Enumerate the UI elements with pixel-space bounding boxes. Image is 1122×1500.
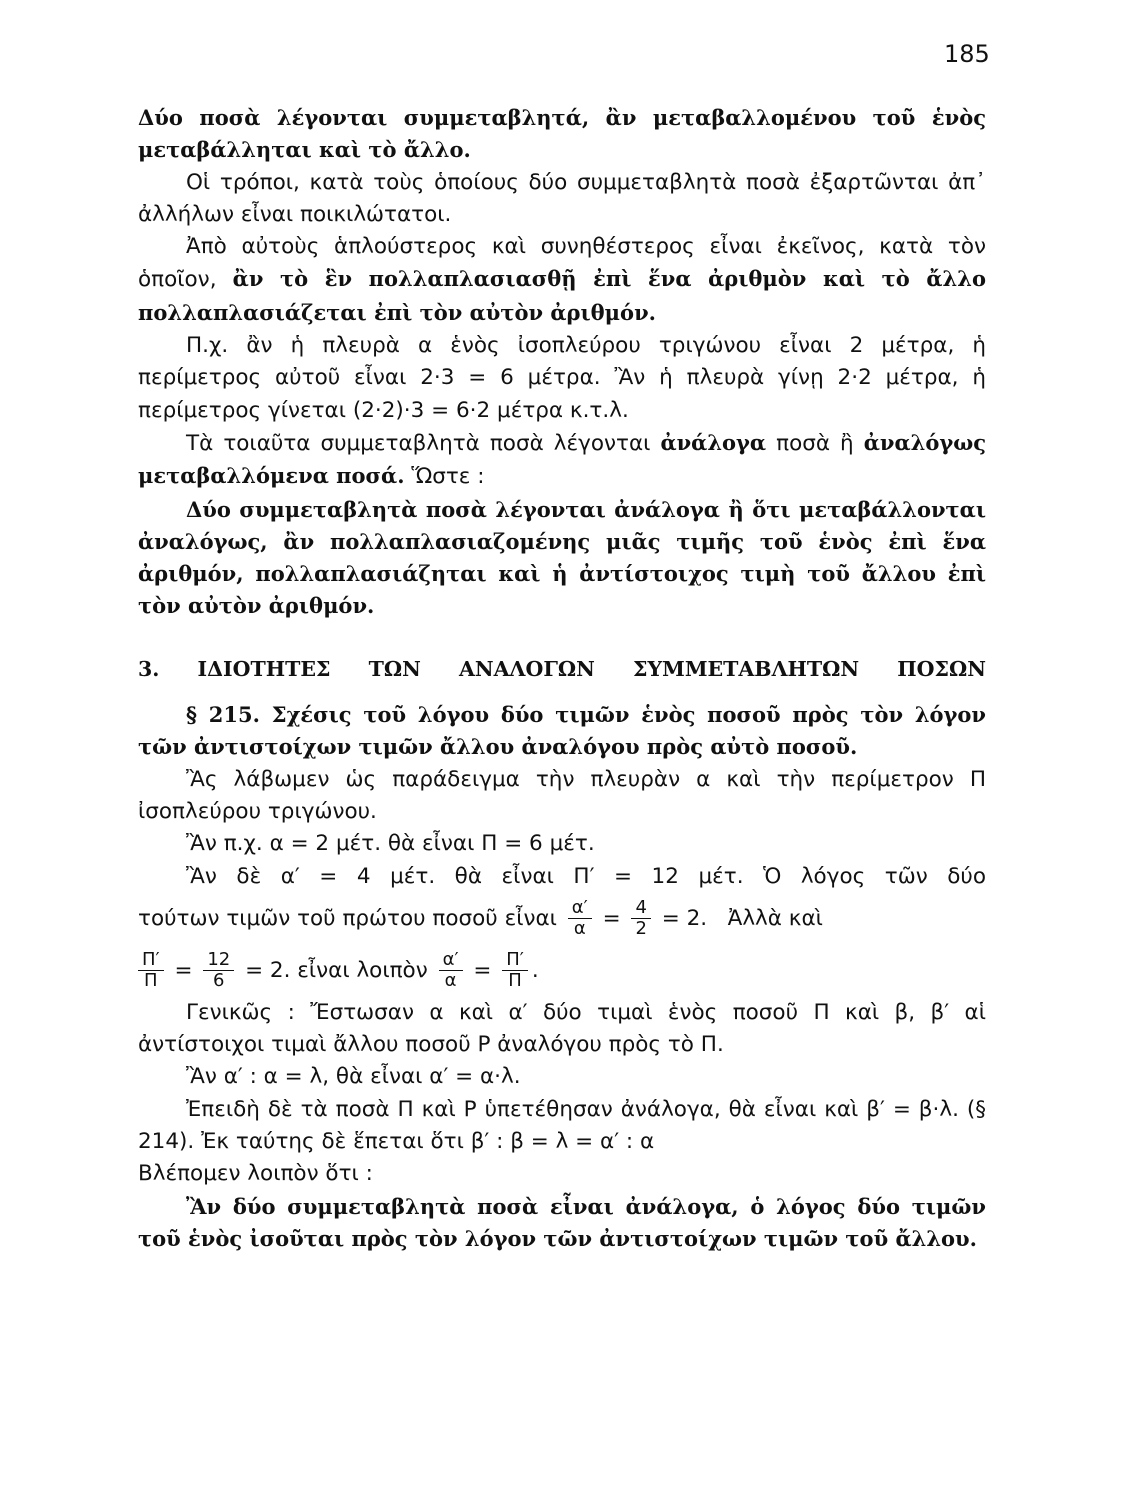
section-heading: 3. ΙΔΙΟΤΗΤΕΣ ΤΩΝ ΑΝΑΛΟΓΩΝ ΣΥΜΜΕΤΑΒΛΗΤΩΝ ΠΟΣΩΝ (138, 656, 986, 681)
bold-term: ἀναλόγως μεταβαλλόμενα ποσά. (138, 429, 986, 489)
paragraph: Ἐπειδὴ δὲ τὰ ποσὰ Π καὶ Ρ ὑπετέθησαν ἀνάλογα, θὰ εἶναι καὶ β′ = β·λ. (§ 214). Ἐκ ταύτης δὲ ἕπεται ὅτι β′ : β = λ = α′ : α (138, 1096, 986, 1155)
paragraph (138, 427, 986, 494)
equals: = (602, 905, 621, 931)
denominator: α (444, 970, 457, 992)
page-body (138, 102, 986, 1255)
numerator: Π′ (138, 950, 164, 971)
numerator: 12 (203, 950, 234, 971)
denominator: Π (508, 970, 522, 992)
text: τούτων τιμῶν τοῦ πρώτου ποσοῦ εἶναι (138, 905, 557, 931)
equals: = (174, 957, 193, 983)
numerator: 4 (631, 898, 650, 919)
fraction-line (138, 945, 986, 997)
paragraph: Ἂν α′ : α = λ, θὰ εἶναι α′ = α·λ. (186, 1064, 521, 1090)
fraction (439, 950, 463, 991)
denominator: 2 (635, 918, 647, 940)
numerator: α′ (568, 898, 592, 919)
paragraph: Γενικῶς : Ἔστωσαν α καὶ α′ δύο τιμαὶ ἑνὸς ποσοῦ Π καὶ β, β′ αἱ ἀντίστοιχοι τιμαὶ ἄλλου ποσοῦ Ρ ἀναλόγου πρὸς τὸ Π. (138, 999, 986, 1058)
fraction (502, 950, 528, 991)
text: = 2. (661, 905, 708, 931)
paragraph: Ἂς λάβωμεν ὡς παράδειγμα τὴν πλευρὰν α καὶ τὴν περίμετρον Π ἰσοπλεύρου τριγώνου. (138, 766, 986, 824)
paragraph: Ἂν δὲ α′ = 4 μέτ. θὰ εἶναι Π′ = 12 μέτ. Ὁ λόγος τῶν δύο (186, 863, 986, 889)
paragraph (138, 231, 986, 330)
paragraph-title: § 215. Σχέσις τοῦ λόγου δύο τιμῶν ἑνὸς ποσοῦ πρὸς τὸν λόγον τῶν ἀντιστοίχων τιμῶν ἄλλου ἀναλόγου πρὸς αὐτὸ ποσοῦ. (138, 702, 986, 760)
bold-text: ἂν τὸ ἓν πολλαπλασιασθῇ ἐπὶ ἕνα ἀριθμὸν καὶ τὸ ἄλλο πολλαπλασιάζεται ἐπὶ τὸν αὐτὸν ἀριθμόν. (138, 266, 986, 325)
paragraph: Ἂν π.χ. α = 2 μέτ. θὰ εἶναι Π = 6 μέτ. (186, 831, 595, 857)
equals: = (473, 957, 492, 983)
paragraph: Οἱ τρόποι, κατὰ τοὺς ὁποίους δύο συμμεταβλητὰ ποσὰ ἐξαρτῶνται ἀπ᾽ ἀλλήλων εἶναι ποικιλώτατοι. (138, 169, 986, 227)
fraction (203, 950, 234, 991)
text: Ὥστε : (404, 464, 485, 490)
conclusion: Ἂν δύο συμμεταβλητὰ ποσὰ εἶναι ἀνάλογα, ὁ λόγος δύο τιμῶν τοῦ ἑνὸς ἰσοῦται πρὸς τὸν λόγον τῶν ἀντιστοίχων τιμῶν τοῦ ἄλλου. (138, 1193, 986, 1251)
denominator: α (573, 918, 586, 940)
bold-term: ἀνάλογα (660, 429, 767, 455)
page-number: 185 (944, 40, 990, 68)
definition-intro: Δύο ποσὰ λέγονται συμμεταβλητά, ἂν μεταβαλλομένου τοῦ ἑνὸς μεταβάλληται καὶ τὸ ἄλλο. (138, 105, 986, 163)
fraction (138, 950, 164, 991)
definition: Δύο συμμεταβλητὰ ποσὰ λέγονται ἀνάλογα ἢ ὅτι μεταβάλλονται ἀναλόγως, ἂν πολλαπλασιαζομένης μιᾶς τιμῆς τοῦ ἑνὸς ἐπὶ ἕνα ἀριθμόν, πολλαπλασιάζηται καὶ ἡ ἀντίστοιχος τιμὴ τοῦ ἄλλου ἐπὶ τὸν αὐτὸν ἀριθμόν. (138, 496, 986, 619)
text: Ἀλλὰ καὶ (727, 905, 823, 931)
denominator: Π (144, 970, 158, 992)
example-paragraph: Π.χ. ἂν ἡ πλευρὰ α ἑνὸς ἰσοπλεύρου τριγώνου εἶναι 2 μέτρα, ἡ περίμετρος αὐτοῦ εἶναι 2·3 = 6 μέτρα. Ἂν ἡ πλευρὰ γίνῃ 2·2 μέτρα, ἡ περίμετρος γίνεται (2·2)·3 = 6·2 μέτρα κ.τ.λ. (138, 333, 986, 423)
text: ποσὰ ἢ (766, 430, 864, 456)
fraction (631, 898, 650, 939)
text: = 2. εἶναι λοιπὸν (245, 957, 428, 983)
text: Ἀπὸ αὐτοὺς ἁπλούστερος καὶ συνηθέστερος εἶναι ἐκεῖνος, κατὰ τὸν ὁποῖον, (138, 234, 986, 293)
text: . (531, 957, 539, 983)
numerator: α′ (439, 950, 463, 971)
numerator: Π′ (502, 950, 528, 971)
fraction (568, 898, 592, 939)
paragraph: Βλέπομεν λοιπὸν ὅτι : (138, 1161, 373, 1187)
fraction-line (138, 893, 986, 945)
text: Τὰ τοιαῦτα συμμεταβλητὰ ποσὰ λέγονται (186, 430, 661, 456)
denominator: 6 (213, 970, 225, 992)
